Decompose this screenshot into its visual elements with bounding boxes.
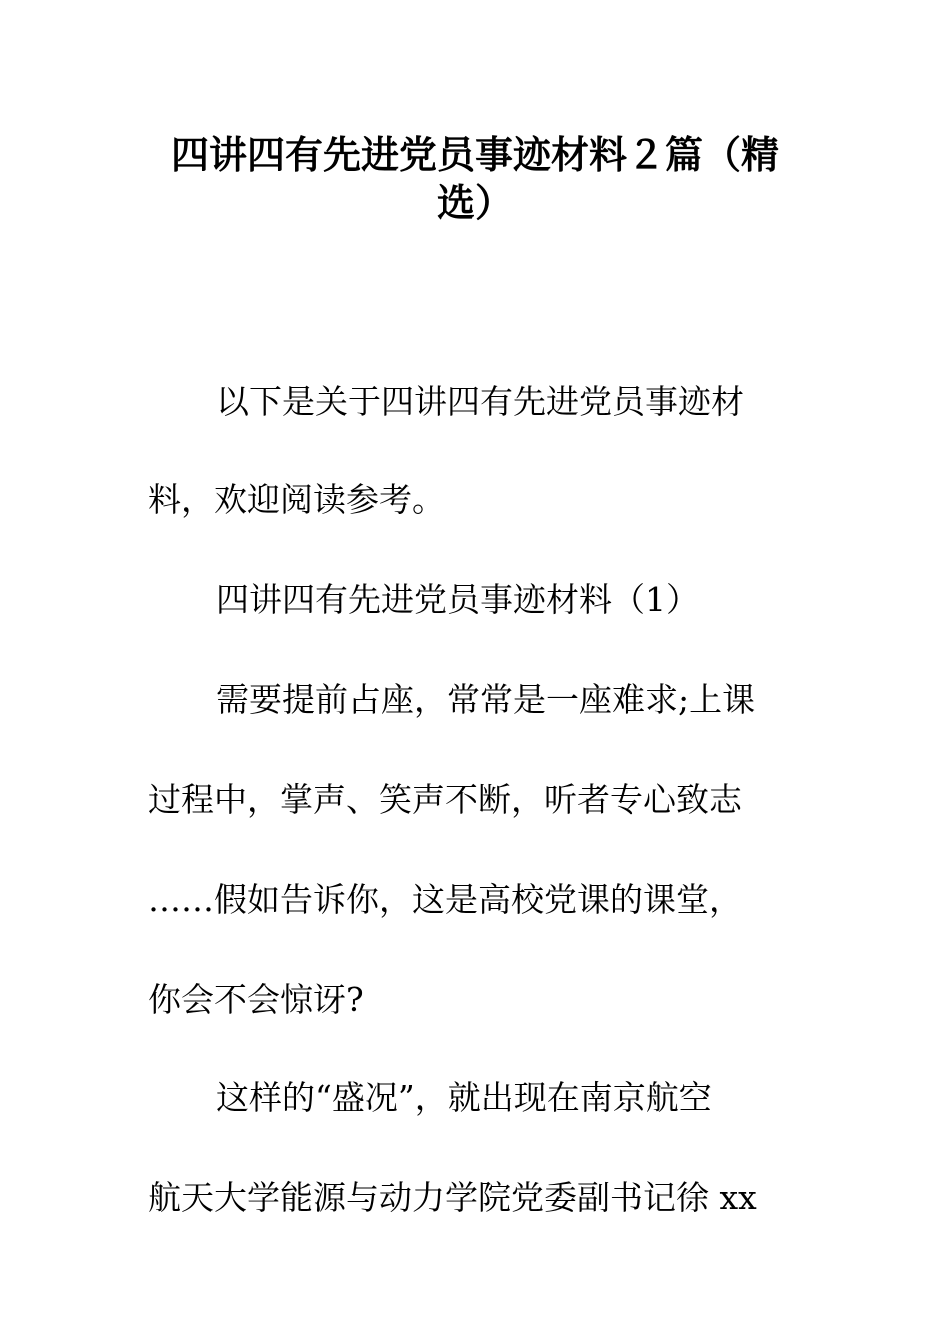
section-heading-1: 四讲四有先进党员事迹材料（1） (216, 580, 699, 619)
document-title-line-2: 选） (436, 180, 513, 225)
body-paragraph-2-line-2: 过程中，掌声、笑声不断，听者专心致志 (148, 780, 742, 819)
body-paragraph-1-line-2: 料，欢迎阅读参考。 (148, 480, 445, 519)
body-paragraph-2-line-1: 需要提前占座，常常是一座难求;上课 (216, 680, 756, 719)
body-paragraph-1-line-1: 以下是关于四讲四有先进党员事迹材 (216, 382, 744, 421)
document-title-line-1: 四讲四有先进党员事迹材料２篇（精 (170, 132, 779, 177)
body-paragraph-3-line-1: 这样的“盛况”，就出现在南京航空 (216, 1078, 712, 1117)
body-paragraph-2-line-4: 你会不会惊讶? (148, 980, 364, 1019)
body-paragraph-2-line-3: ……假如告诉你，这是高校党课的课堂， (148, 880, 742, 919)
body-paragraph-3-line-2: 航天大学能源与动力学院党委副书记徐 xx (148, 1178, 757, 1217)
